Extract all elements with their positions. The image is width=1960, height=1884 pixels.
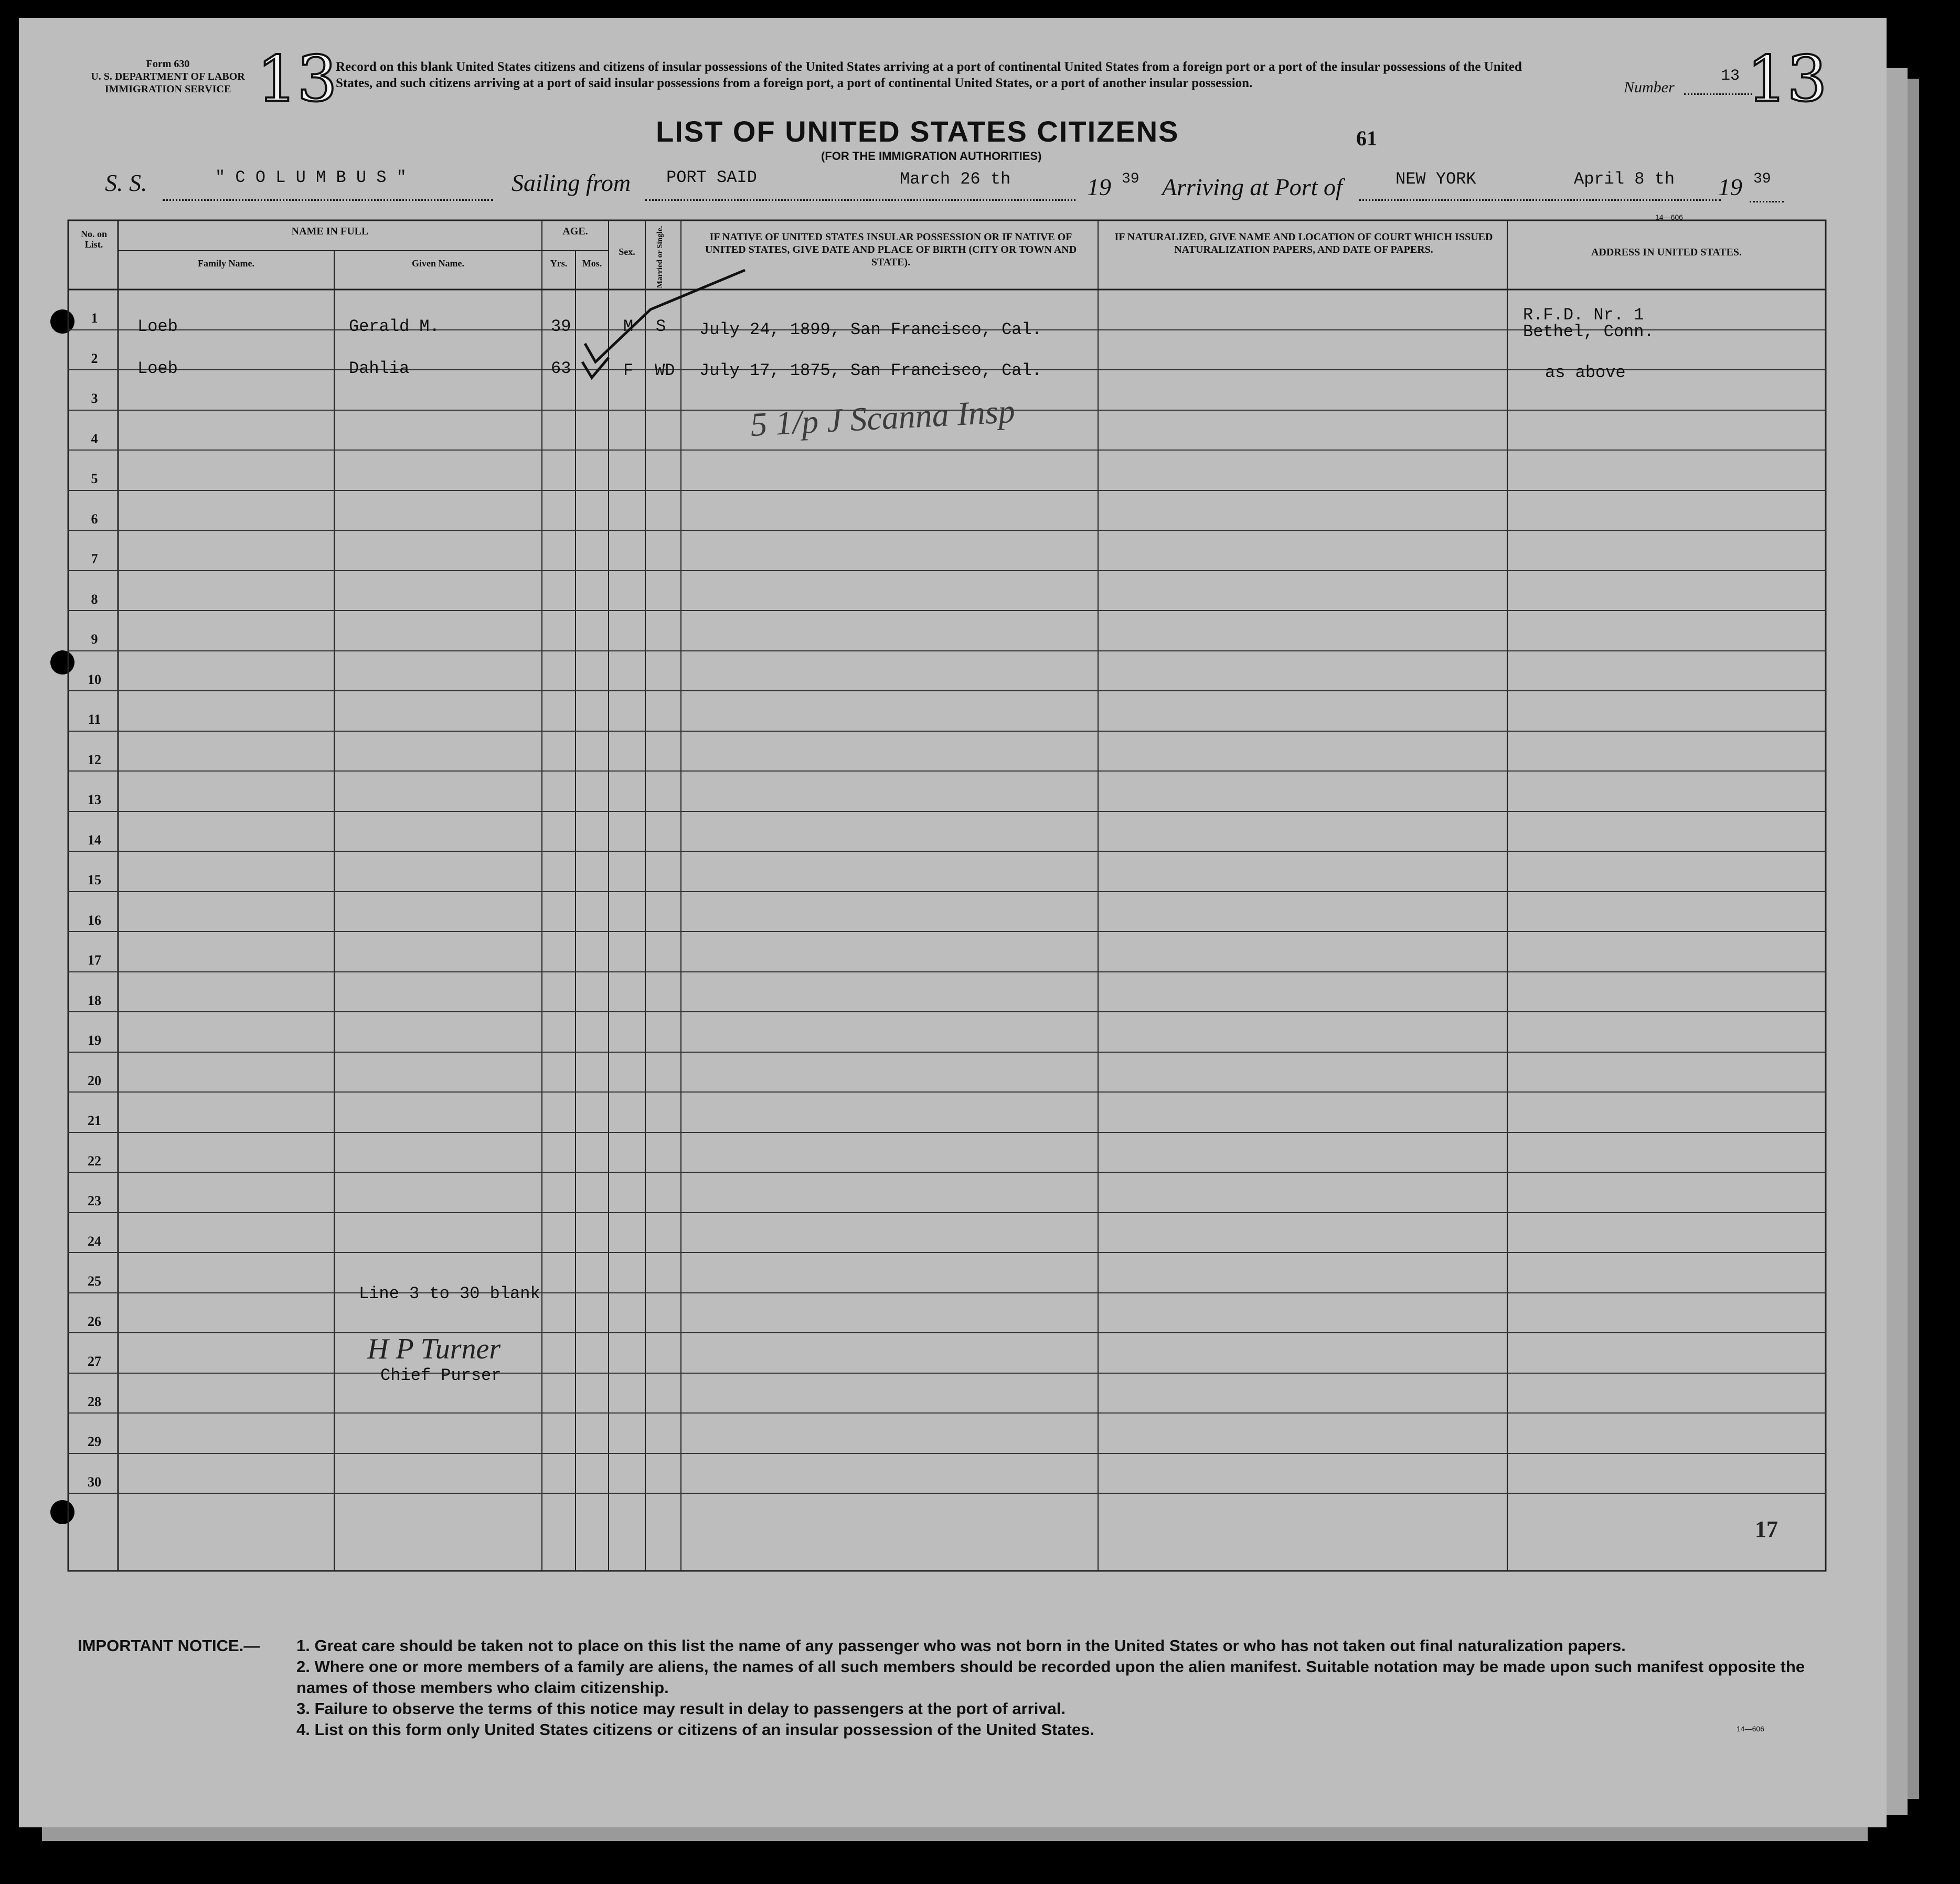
row-number: 17 — [88, 952, 101, 968]
passenger-2-address: as above — [1545, 363, 1626, 382]
row-number: 27 — [88, 1354, 101, 1369]
passenger-2-age: 63 — [551, 359, 571, 378]
col-no-header: No. on List. — [80, 229, 107, 250]
department: U. S. DEPARTMENT OF LABOR — [91, 71, 245, 82]
stamp-number-left: 13 — [257, 43, 337, 116]
passenger-1-address-line2: Bethel, Conn. — [1523, 322, 1654, 341]
print-code-top: 14—606 — [1655, 213, 1683, 221]
row-number: 28 — [88, 1394, 101, 1409]
arriving-label: Arriving at Port of — [1162, 174, 1343, 200]
inspector-note: 5 1/p J Scanna Insp — [749, 392, 1016, 444]
page-subtitle: (FOR THE IMMIGRATION AUTHORITIES) — [821, 149, 1042, 163]
col-yrs-header: Yrs. — [550, 258, 568, 269]
service: IMMIGRATION SERVICE — [104, 83, 231, 95]
passenger-1-status: S — [656, 317, 666, 336]
row-number: 21 — [88, 1113, 101, 1128]
notice-heading: IMPORTANT NOTICE.— — [78, 1636, 260, 1655]
row-number: 7 — [91, 551, 98, 566]
col-married-header: Married or Single. — [656, 226, 664, 288]
print-code-bottom: 14—606 — [1737, 1725, 1764, 1733]
stamp-number-right: 13 — [1747, 43, 1827, 116]
row-number: 3 — [91, 391, 98, 406]
arrival-port: NEW YORK — [1396, 169, 1476, 189]
row-number: 30 — [88, 1474, 101, 1490]
row-number: 13 — [88, 792, 101, 807]
passenger-1-given: Gerald M. — [349, 317, 440, 336]
passenger-2-sex: F — [623, 361, 634, 380]
sailing-port: PORT SAID — [666, 168, 757, 187]
sailing-year-prefix: 19 — [1087, 174, 1111, 200]
passenger-1-sex: M — [623, 317, 634, 336]
row-number: 5 — [91, 471, 98, 486]
page-title: LIST OF UNITED STATES CITIZENS — [656, 115, 1179, 148]
row-number: 4 — [91, 431, 98, 446]
row-number: 11 — [88, 712, 101, 727]
row-number: 19 — [88, 1033, 101, 1048]
form-number: Form 630 — [146, 58, 190, 70]
col-given-header: Given Name. — [412, 258, 464, 269]
row-number: 16 — [88, 913, 101, 928]
passenger-2-family: Loeb — [137, 359, 178, 378]
col-birth-header: IF NATIVE OF UNITED STATES INSULAR POSSESSION OR IF NATIVE OF UNITED STATES, GIVE DATE AND PLACE OF BIRTH (CITY OR TOWN AND STATE). — [705, 231, 1077, 268]
passenger-2-given: Dahlia — [349, 359, 410, 378]
purser-title: Chief Purser — [380, 1366, 502, 1385]
row-number: 20 — [88, 1073, 101, 1088]
col-address-header: ADDRESS IN UNITED STATES. — [1591, 247, 1742, 258]
row-number: 10 — [88, 672, 101, 687]
row-number: 29 — [88, 1434, 101, 1449]
col-naturalized-header: IF NATURALIZED, GIVE NAME AND LOCATION OF COURT WHICH ISSUED NATURALIZATION PAPERS, AND DATE OF PAPERS. — [1114, 231, 1493, 255]
row-number: 25 — [88, 1273, 101, 1289]
row-number: 6 — [91, 511, 98, 527]
passenger-1-birth: July 24, 1899, San Francisco, Cal. — [699, 320, 1042, 339]
col-sex-header: Sex. — [619, 247, 635, 257]
sailing-year: 39 — [1122, 171, 1139, 187]
number-label: Number — [1624, 79, 1675, 96]
page-number: 61 — [1356, 126, 1377, 150]
row-number: 8 — [91, 592, 98, 607]
ss-label: S. S. — [105, 169, 147, 196]
ship-name: " C O L U M B U S " — [215, 168, 407, 187]
sheet-number: 17 — [1755, 1516, 1778, 1542]
passenger-2-birth: July 17, 1875, San Francisco, Cal. — [699, 361, 1042, 380]
passenger-1-age: 39 — [551, 317, 571, 336]
row-number: 14 — [88, 832, 101, 848]
passenger-1-address-line1: R.F.D. Nr. 1 — [1523, 305, 1644, 325]
blank-lines-note: Line 3 to 30 blank — [359, 1284, 540, 1303]
col-mos-header: Mos. — [582, 258, 602, 269]
passenger-1-family: Loeb — [137, 317, 178, 336]
sailing-label: Sailing from — [512, 169, 631, 196]
record-instructions: Record on this blank United States citizens and citizens of insular possessions of the United States arriving at a port of continental United States from a foreign port or a port of the insular possessions of the United States, and such citizens arriving at a port of said insular possessions from a foreign port, a port of continental United States, or a port of another insular possession. — [336, 60, 1522, 90]
arrival-year-prefix: 19 — [1718, 174, 1742, 200]
row-number: 12 — [88, 752, 101, 767]
arrival-date: April 8 th — [1574, 169, 1675, 189]
arrival-year: 39 — [1753, 171, 1771, 187]
col-family-header: Family Name. — [198, 258, 254, 269]
notice-item-3: 3. Failure to observe the terms of this notice may result in delay to passengers at the port of arrival. — [296, 1699, 1066, 1718]
row-number: 23 — [88, 1193, 101, 1208]
notice-item-1: 1. Great care should be taken not to place on this list the name of any passenger who was not born in the United States or who has not taken out final naturalization papers. — [296, 1636, 1626, 1655]
row-number: 15 — [88, 872, 101, 887]
sailing-date: March 26 th — [900, 169, 1011, 189]
check-mark-1 — [585, 270, 745, 362]
notice-item-4: 4. List on this form only United States citizens or citizens of an insular possession of the United States. — [296, 1720, 1094, 1739]
row-number: 24 — [88, 1234, 101, 1249]
number-value: 13 — [1721, 67, 1740, 85]
notice-item-2: 2. Where one or more members of a family are aliens, the names of all such members should be recorded upon the alien manifest. Suitable notation may be made upon such manifest opposite the names of those members who claim citizenship. — [296, 1657, 1805, 1697]
row-number: 26 — [88, 1314, 101, 1329]
row-number: 9 — [91, 631, 98, 647]
purser-signature: H P Turner — [367, 1333, 501, 1365]
row-number: 18 — [88, 993, 101, 1008]
row-number: 2 — [91, 351, 98, 366]
row-number: 1 — [91, 311, 98, 326]
row-number: 22 — [88, 1153, 101, 1169]
col-age-header: AGE. — [562, 226, 588, 237]
passenger-2-status: WD — [655, 361, 675, 380]
col-name-header: NAME IN FULL — [291, 226, 369, 237]
